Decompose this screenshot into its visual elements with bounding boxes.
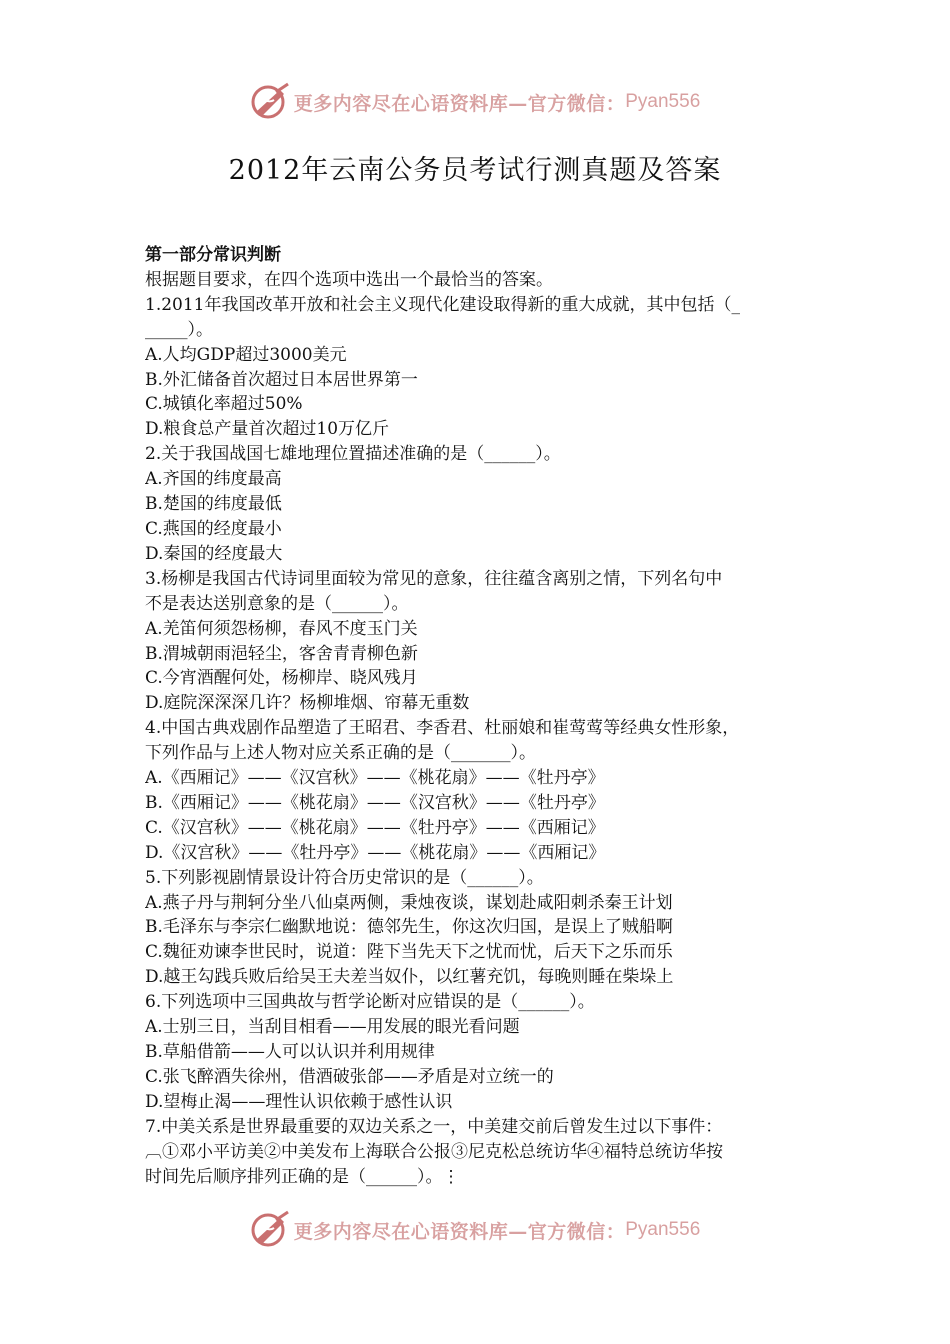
text-line: C.张飞醉酒失徐州，借酒破张郃——矛盾是对立统一的 <box>145 1066 554 1087</box>
text-line: 4.中国古典戏剧作品塑造了王昭君、李香君、杜丽娘和崔莺莺等经典女性形象， <box>145 718 740 739</box>
text-line: B.毛泽东与李宗仁幽默地说：德邻先生，你这次归国，是误上了贼船啊 <box>145 917 673 938</box>
watermark-wechat-id: Pyan556 <box>625 91 701 112</box>
text-line: D.秦国的经度最大 <box>145 543 283 564</box>
watermark-text: 更多内容尽在心语资料库—官方微信： <box>293 92 626 115</box>
text-line: 不是表达送别意象的是（______）。 <box>145 593 409 614</box>
text-line: 2.关于我国战国七雄地理位置描述准确的是（______）。 <box>145 444 561 465</box>
text-line: A.人均GDP超过3000美元 <box>145 344 347 365</box>
text-line: ︹①邓小平访美②中美发布上海联合公报③尼克松总统访华④福特总统访华按 <box>145 1141 723 1162</box>
text-line: 1.2011年我国改革开放和社会主义现代化建设取得新的重大成就，其中包括（_ <box>145 294 740 315</box>
text-line: 6.下列选项中三国典故与哲学论断对应错误的是（______）。 <box>145 992 595 1013</box>
watermark-text: 更多内容尽在心语资料库—官方微信： <box>293 1220 626 1243</box>
watermark-wechat-id: Pyan556 <box>625 1219 701 1240</box>
text-line: B.外汇储备首次超过日本居世界第一 <box>145 369 418 390</box>
text-line: 5.下列影视剧情景设计符合历史常识的是（______）。 <box>145 867 544 888</box>
text-line: D.庭院深深深几许？杨柳堆烟、帘幕无重数 <box>145 693 470 714</box>
text-line: D.越王勾践兵败后给吴王夫差当奴仆，以红薯充饥，每晚则睡在柴垛上 <box>145 967 674 988</box>
text-line: C.《汉宫秋》——《桃花扇》——《牡丹亭》——《西厢记》 <box>145 817 605 838</box>
text-line: C.今宵酒醒何处，杨柳岸、晓风残月 <box>145 668 418 689</box>
text-line: D.望梅止渴——理性认识依赖于感性认识 <box>145 1091 453 1112</box>
text-line: D.《汉宫秋》——《牡丹亭》——《桃花扇》——《西厢记》 <box>145 842 606 863</box>
text-line: A.《西厢记》——《汉宫秋》——《桃花扇》——《牡丹亭》 <box>145 768 605 789</box>
pen-logo-icon <box>250 1210 290 1250</box>
text-line: B.草船借箭——人可以认识并利用规律 <box>145 1042 435 1062</box>
text-line: 时间先后顺序排列正确的是（______）。⋮ <box>145 1166 460 1187</box>
document-body <box>145 243 810 1189</box>
pen-logo-icon <box>250 82 290 122</box>
text-line: D.粮食总产量首次超过10万亿斤 <box>145 419 390 440</box>
text-line: C.燕国的经度最小 <box>145 518 282 539</box>
text-line: 7.中美关系是世界最重要的双边关系之一，中美建交前后曾发生过以下事件： <box>145 1116 723 1137</box>
text-line: _____）。 <box>145 319 213 340</box>
text-line: B.《西厢记》——《桃花扇》——《汉宫秋》——《牡丹亭》 <box>145 792 605 813</box>
text-line: A.齐国的纬度最高 <box>145 469 282 490</box>
text-line: A.燕子丹与荆轲分坐八仙桌两侧，秉烛夜谈，谋划赴咸阳刺杀秦王计划 <box>145 892 673 913</box>
text-line: B.渭城朝雨浥轻尘，客舍青青柳色新 <box>145 643 418 664</box>
watermark-footer <box>0 1210 950 1250</box>
section-heading: 第一部分常识判断 <box>145 245 281 265</box>
instruction-text: 根据题目要求，在四个选项中选出一个最恰当的答案。 <box>145 269 553 290</box>
text-line: A.士别三日，当刮目相看——用发展的眼光看问题 <box>145 1017 520 1038</box>
text-line: 3.杨柳是我国古代诗词里面较为常见的意象，往往蕴含离别之情，下列名句中 <box>145 568 723 589</box>
text-line: C.魏征劝谏李世民时，说道：陛下当先天下之忧而忧，后天下之乐而乐 <box>145 942 673 963</box>
text-line: A.羌笛何须怨杨柳，春风不度玉门关 <box>145 618 418 639</box>
text-line: C.城镇化率超过50% <box>145 394 303 415</box>
document-title: 2012年云南公务员考试行测真题及答案 <box>228 155 722 186</box>
text-line: B.楚国的纬度最低 <box>145 494 282 515</box>
watermark-header <box>0 82 950 122</box>
text-line: 下列作品与上述人物对应关系正确的是（_______）。 <box>145 743 536 764</box>
